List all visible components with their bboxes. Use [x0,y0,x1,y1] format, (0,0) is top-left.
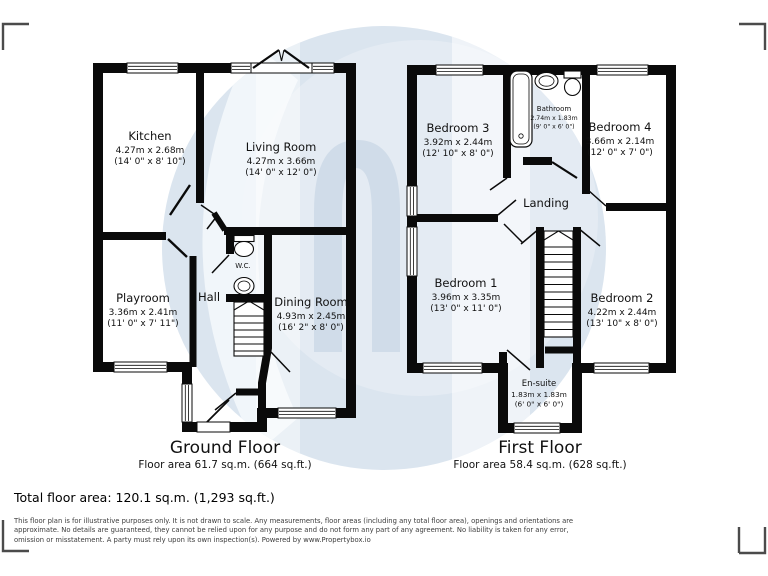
disclaimer-text [14,517,573,545]
room-label-bedroom2: Bedroom 2 [590,291,654,305]
total-floor-area-text: Total floor area: 120.1 sq.m. (1,293 sq.ft.) [14,490,275,505]
room-label-ensuite: En-suite [521,379,557,389]
room-dim-playroom-imperial: (11' 0" x 7' 11") [107,319,179,329]
room-dim-kitchen-metric: 4.27m x 2.68m [115,146,185,156]
room-label-wc: W.C. [235,262,251,270]
corner-mark-top-left [3,24,29,50]
corner-mark-top-right [739,24,765,50]
ground-floor-area: Floor area 61.7 sq.m. (664 sq.ft.) [138,459,312,471]
first-floor-title: First Floor [498,438,582,458]
room-dim-bedroom1-imperial: (13' 0" x 11' 0") [430,304,502,314]
room-dim-living-metric: 4.27m x 3.66m [246,157,316,167]
room-dim-bedroom4-metric: 3.66m x 2.14m [585,137,655,147]
room-dim-bedroom3-metric: 3.92m x 2.44m [423,138,493,148]
bathroom-sink-icon [535,73,558,90]
corner-mark-bottom-right [739,527,765,553]
room-dim-bathroom-metric: 2.74m x 1.83m [530,115,578,122]
room-dim-bedroom2-metric: 4.22m x 2.44m [587,308,657,318]
sink-icon [234,278,254,295]
room-dim-bedroom4-imperial: (12' 0" x 7' 0") [587,148,653,158]
room-dim-bedroom1-metric: 3.96m x 3.35m [431,293,501,303]
disclaimer-line-2: approximate. No details are guaranteed, they cannot be relied upon for any purpose and do not form any part of any agreement. No liability is taken for any error, [14,526,569,535]
disclaimer-line-1: This floor plan is for illustrative purposes only. It is not drawn to scale. Any measurements, floor areas (including any total floor area), openings and orientations are [14,517,574,525]
room-dim-bathroom-imperial: (9' 0" x 6' 0") [533,123,575,131]
room-label-bedroom1: Bedroom 1 [434,276,498,290]
room-dim-ensuite-metric: 1.83m x 1.83m [511,390,567,399]
room-dim-bedroom3-imperial: (12' 10" x 8' 0") [422,149,494,159]
room-label-bedroom3: Bedroom 3 [426,121,490,135]
room-label-dining-room: Dining Room [274,295,348,309]
room-label-landing: Landing [523,196,569,210]
room-dim-living-imperial: (14' 0" x 12' 0") [245,168,317,178]
toilet-icon [234,236,254,257]
first-stairs [544,231,573,337]
room-label-playroom: Playroom [116,291,170,305]
bathtub-icon [510,71,532,147]
ground-stairs [234,301,264,356]
room-dim-ensuite-imperial: (6' 0" x 6' 0") [514,399,564,409]
room-label-bathroom: Bathroom [536,105,572,113]
room-label-bedroom4: Bedroom 4 [588,120,652,134]
room-label-living-room: Living Room [245,140,317,154]
ground-floor-title: Ground Floor [169,438,281,458]
room-dim-dining-imperial: (16' 2" x 8' 0") [278,323,344,333]
room-label-hall: Hall [197,290,221,304]
room-dim-playroom-metric: 3.36m x 2.41m [108,308,178,318]
room-dim-kitchen-imperial: (14' 0" x 8' 10") [114,157,186,167]
first-floor-area: Floor area 58.4 sq.m. (628 sq.ft.) [453,459,627,471]
room-dim-dining-metric: 4.93m x 2.45m [276,312,346,322]
bathroom-toilet-icon [564,71,581,96]
room-label-kitchen: Kitchen [128,129,172,143]
disclaimer-line-3: omission or misstatement. A party must rely upon its own inspection(s). Powered by www.Propertybox.io [14,535,371,544]
room-dim-bedroom2-imperial: (13' 10" x 8' 0") [586,319,658,329]
